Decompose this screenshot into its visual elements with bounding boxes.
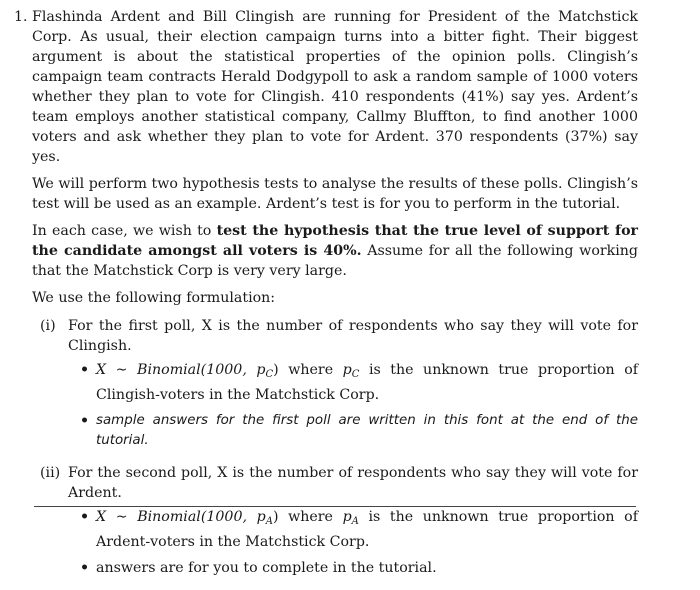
part-ii bbox=[32, 463, 638, 584]
part-text: For the first poll, X is the number of respondents who say they will vote for Clingish. bbox=[68, 318, 638, 354]
formulation-paragraph: We use the following formulation: bbox=[32, 290, 276, 306]
list-item bbox=[80, 411, 638, 451]
bullet-icon: • bbox=[80, 509, 90, 525]
footer-divider bbox=[34, 506, 636, 507]
question-item bbox=[14, 7, 638, 590]
document bbox=[14, 7, 638, 590]
part-i bbox=[32, 316, 638, 457]
distribution-text: X ∼ Binomial(1000, $p_A$) where $p_A$ is the unknown true proportion of Ardent-voters in the Matchstick Corp. bbox=[96, 509, 638, 550]
list-item bbox=[80, 507, 638, 552]
list-item bbox=[80, 360, 638, 405]
hypothesis-statement: test the hypothesis that the true level of support for the candidate amongst all voters is 40%. bbox=[32, 223, 639, 259]
sample-answer-note: sample answers for the first poll are written in this font at the end of the tutorial. bbox=[96, 413, 638, 448]
bullet-list bbox=[68, 360, 638, 451]
bullet-icon: • bbox=[80, 413, 90, 429]
bullet-icon: • bbox=[80, 362, 90, 378]
question-number: 1. bbox=[14, 9, 28, 25]
distribution-text: X ∼ Binomial(1000, $p_C$) where $p_C$ is the unknown true proportion of Clingish-voters in the Matchstick Corp. bbox=[96, 362, 639, 403]
part-label: (i) bbox=[40, 318, 56, 334]
hypothesis-paragraph bbox=[32, 221, 638, 281]
list-item bbox=[80, 558, 638, 578]
hypothesis-lead: In each case, we wish to bbox=[32, 223, 212, 239]
intro-paragraph: Flashinda Ardent and Bill Clingish are running for President of the Matchstick Corp. As usual, their election campaign turns into a bitter fight. Their biggest argument is about the statistical properties of the opinion polls. Clingish’s campaign team contracts Herald Dodgypoll to ask a random sample of 1000 voters whether they plan to vote for Clingish. 410 respondents (41%) say yes. Ardent’s team employs another statistical company, Callmy Bluffton, to find another 1000 voters and ask whether they plan to vote for Ardent. 370 respondents (37%) say yes. bbox=[32, 9, 638, 165]
method-paragraph: We will perform two hypothesis tests to analyse the results of these polls. Clingish’s test will be used as an example. Ardent’s test is for you to perform in the tutorial. bbox=[32, 176, 638, 212]
question-content bbox=[32, 7, 638, 590]
tutorial-note: answers are for you to complete in the tutorial. bbox=[96, 560, 437, 576]
bullet-icon: • bbox=[80, 560, 90, 576]
hypothesis-assumption: Assume for all the following working that the Matchstick Corp is very very large. bbox=[32, 243, 638, 279]
part-text: For the second poll, X is the number of respondents who say they will vote for Ardent. bbox=[68, 465, 638, 501]
parts-list bbox=[32, 316, 638, 584]
part-label: (ii) bbox=[40, 465, 61, 481]
